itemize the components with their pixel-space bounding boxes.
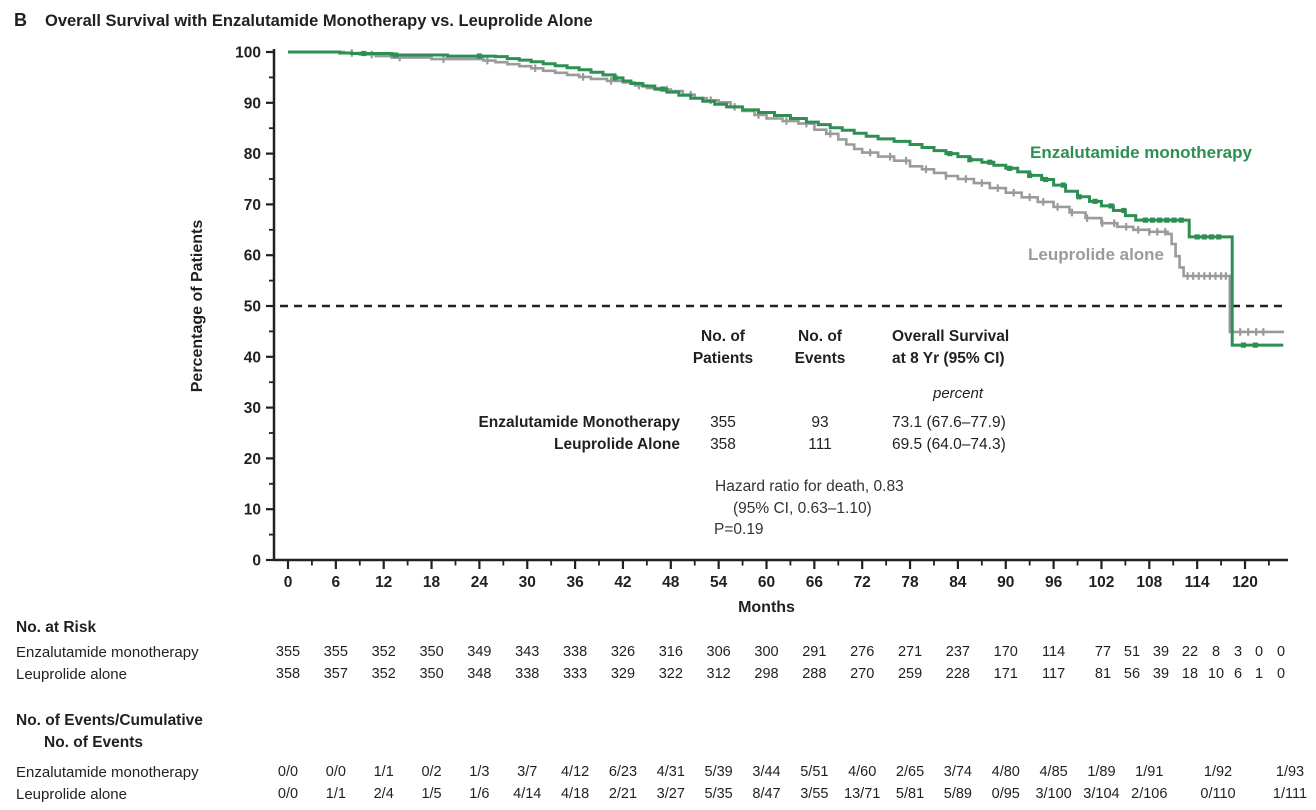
enzalutamide-censor-mark: [1150, 218, 1155, 223]
enzalutamide-censor-mark: [1216, 234, 1221, 239]
events-value-leuprolide: 3/27: [656, 786, 685, 802]
x-tick-label: 96: [1044, 574, 1063, 591]
x-tick-label: 90: [997, 574, 1015, 591]
risk-value-enzalutamide: 8: [1211, 644, 1221, 660]
x-tick-label: 60: [757, 574, 776, 591]
y-tick-label: 60: [243, 247, 261, 265]
events-value-enzalutamide: 0/0: [277, 764, 299, 780]
y-tick-label: 20: [243, 450, 261, 468]
y-tick-label: 80: [243, 146, 261, 164]
events-value-leuprolide: 2/106: [1131, 786, 1168, 802]
panel-letter: B: [14, 10, 27, 30]
y-tick-label: 30: [243, 400, 261, 418]
hazard-ratio-line2: (95% CI, 0.63–1.10): [733, 500, 872, 517]
summary-header-patients-l2: Patients: [692, 350, 754, 367]
events-value-enzalutamide: 6/23: [608, 764, 638, 780]
events-table-heading-line2: No. of Events: [44, 734, 144, 751]
x-tick-label: 102: [1088, 574, 1115, 591]
y-tick-label: 50: [243, 298, 261, 316]
risk-row-label-leuprolide: Leuprolide alone: [16, 666, 127, 683]
x-tick-label: 78: [901, 574, 919, 591]
risk-value-leuprolide: 18: [1181, 666, 1199, 682]
enzalutamide-censor-mark: [1121, 208, 1126, 213]
enzalutamide-censor-mark: [1179, 218, 1184, 223]
events-value-leuprolide: 1/6: [469, 786, 490, 802]
risk-value-enzalutamide: 0: [1254, 644, 1264, 660]
x-tick-label: 72: [853, 574, 871, 591]
enzalutamide-censor-mark: [660, 86, 665, 91]
events-value-enzalutamide: 3/74: [943, 764, 973, 780]
x-tick-label: 6: [331, 574, 341, 591]
risk-value-enzalutamide: 350: [419, 644, 444, 660]
risk-value-enzalutamide: 237: [945, 644, 970, 660]
p-value: P=0.19: [714, 521, 764, 538]
x-tick-label: 48: [662, 574, 680, 591]
risk-value-enzalutamide: 355: [275, 644, 301, 660]
x-tick-label: 108: [1136, 574, 1163, 591]
enzalutamide-censor-mark: [1043, 177, 1048, 182]
curve-label-enzalutamide: Enzalutamide monotherapy: [1030, 143, 1252, 162]
risk-value-leuprolide: 350: [419, 666, 444, 682]
risk-value-leuprolide: 352: [371, 666, 396, 682]
risk-value-leuprolide: 329: [610, 666, 636, 682]
events-value-enzalutamide: 4/12: [560, 764, 590, 780]
enzalutamide-censor-mark: [947, 151, 952, 156]
events-value-enzalutamide: 1/89: [1087, 764, 1116, 780]
summary-header-events-l2: Events: [794, 350, 846, 367]
x-tick-label: 120: [1232, 574, 1258, 591]
risk-value-enzalutamide: 352: [371, 644, 396, 660]
y-axis-title: Percentage of Patients: [189, 219, 206, 393]
curve-label-leuprolide: Leuprolide alone: [1028, 245, 1165, 264]
risk-value-enzalutamide: 77: [1094, 644, 1112, 660]
enzalutamide-censor-mark: [1143, 218, 1148, 223]
events-value-leuprolide: 0/110: [1200, 786, 1236, 802]
events-value-leuprolide: 5/35: [704, 786, 733, 802]
events-value-enzalutamide: 1/92: [1203, 764, 1233, 780]
x-axis-title: Months: [738, 599, 795, 616]
risk-value-enzalutamide: 316: [658, 644, 683, 660]
events-table-heading-line1: No. of Events/Cumulative: [16, 712, 203, 729]
y-tick-label: 70: [243, 196, 261, 214]
risk-value-enzalutamide: 22: [1181, 644, 1199, 660]
events-value-enzalutamide: 5/39: [704, 764, 733, 780]
risk-value-leuprolide: 358: [275, 666, 301, 682]
x-tick-label: 42: [614, 574, 632, 591]
risk-value-leuprolide: 348: [467, 666, 492, 682]
events-value-enzalutamide: 1/91: [1135, 764, 1164, 780]
risk-value-enzalutamide: 326: [610, 644, 636, 660]
risk-value-leuprolide: 81: [1094, 666, 1112, 682]
summary-survival-enzalutamide: 73.1 (67.6–77.9): [892, 414, 1006, 431]
enzalutamide-censor-mark: [1253, 343, 1258, 348]
risk-value-leuprolide: 171: [993, 666, 1018, 682]
risk-value-enzalutamide: 114: [1042, 644, 1066, 660]
events-value-enzalutamide: 0/2: [421, 764, 442, 780]
events-value-leuprolide: 1/1: [325, 786, 346, 802]
enzalutamide-censor-mark: [1241, 343, 1246, 348]
risk-value-leuprolide: 228: [945, 666, 970, 682]
summary-header-patients: [693, 326, 753, 370]
enzalutamide-censor-mark: [967, 157, 972, 162]
x-tick-label: 12: [375, 574, 393, 591]
risk-value-leuprolide: 0: [1276, 666, 1286, 682]
events-value-enzalutamide: 3/44: [752, 764, 781, 780]
enzalutamide-censor-mark: [1195, 234, 1200, 239]
risk-value-enzalutamide: 355: [323, 644, 348, 660]
y-tick-label: 40: [243, 349, 261, 367]
risk-value-enzalutamide: 349: [467, 644, 492, 660]
events-value-leuprolide: 0/95: [991, 786, 1020, 802]
enzalutamide-censor-mark: [1157, 218, 1162, 223]
risk-value-enzalutamide: 3: [1233, 644, 1243, 660]
y-tick-label: 10: [243, 501, 261, 519]
events-value-enzalutamide: 1/3: [469, 764, 490, 780]
summary-header-survival: [892, 326, 1009, 370]
summary-unit-note: percent: [932, 385, 984, 402]
enzalutamide-censor-mark: [1061, 182, 1066, 187]
enzalutamide-censor-mark: [361, 51, 366, 56]
risk-value-leuprolide: 259: [897, 666, 923, 682]
events-row-label-leuprolide: Leuprolide alone: [16, 786, 127, 803]
risk-value-enzalutamide: 271: [897, 644, 923, 660]
risk-value-enzalutamide: 51: [1123, 644, 1141, 660]
enzalutamide-censor-mark: [1108, 203, 1113, 208]
enzalutamide-censor-mark: [477, 53, 482, 58]
events-value-leuprolide: 2/4: [373, 786, 394, 802]
enzalutamide-censor-mark: [1007, 166, 1012, 171]
risk-value-leuprolide: 117: [1042, 666, 1066, 682]
summary-header-events: [795, 326, 846, 370]
events-value-enzalutamide: 0/0: [325, 764, 346, 780]
risk-value-leuprolide: 322: [658, 666, 683, 682]
risk-value-enzalutamide: 343: [515, 644, 540, 660]
risk-value-enzalutamide: 338: [562, 644, 588, 660]
risk-value-enzalutamide: 0: [1276, 644, 1286, 660]
hazard-ratio-line1: Hazard ratio for death, 0.83: [715, 478, 904, 495]
enzalutamide-censor-mark: [1077, 194, 1082, 199]
summary-header-survival-l2: at 8 Yr (95% CI): [892, 350, 1005, 367]
risk-value-enzalutamide: 291: [802, 644, 827, 660]
events-value-enzalutamide: 4/80: [991, 764, 1020, 780]
risk-value-enzalutamide: 306: [706, 644, 731, 660]
risk-table-heading: No. at Risk: [16, 619, 97, 636]
x-tick-label: 24: [470, 574, 489, 591]
summary-patients-leuprolide: 358: [710, 436, 736, 453]
risk-value-leuprolide: 6: [1233, 666, 1243, 682]
events-value-enzalutamide: 4/60: [848, 764, 877, 780]
y-tick-label: 100: [235, 44, 261, 62]
x-tick-label: 18: [422, 574, 441, 591]
x-tick-label: 66: [805, 574, 823, 591]
panel-title: Overall Survival with Enzalutamide Monotherapy vs. Leuprolide Alone: [45, 12, 593, 30]
risk-value-leuprolide: 312: [706, 666, 731, 682]
summary-row-label-enzalutamide: Enzalutamide Monotherapy: [478, 414, 680, 431]
risk-value-leuprolide: 1: [1254, 666, 1264, 682]
enzalutamide-censor-mark: [1164, 218, 1169, 223]
events-value-leuprolide: 1/5: [421, 786, 442, 802]
summary-header-patients-l1: No. of: [701, 328, 745, 345]
events-value-leuprolide: 3/100: [1035, 786, 1072, 802]
summary-survival-leuprolide: 69.5 (64.0–74.3): [892, 436, 1006, 453]
enzalutamide-censor-mark: [1092, 199, 1097, 204]
risk-value-leuprolide: 39: [1152, 666, 1170, 682]
events-value-enzalutamide: 4/85: [1039, 764, 1068, 780]
enzalutamide-censor-mark: [1202, 234, 1207, 239]
enzalutamide-censor-mark: [393, 52, 398, 57]
events-value-leuprolide: 1/111: [1272, 786, 1308, 802]
events-value-enzalutamide: 1/1: [373, 764, 394, 780]
enzalutamide-curve: [288, 52, 1283, 345]
events-value-enzalutamide: 5/51: [800, 764, 829, 780]
risk-value-leuprolide: 10: [1207, 666, 1225, 682]
summary-patients-enzalutamide: 355: [710, 414, 736, 431]
events-value-leuprolide: 4/14: [513, 786, 542, 802]
enzalutamide-censor-mark: [612, 75, 617, 80]
risk-value-leuprolide: 333: [562, 666, 588, 682]
summary-header-events-l1: No. of: [798, 328, 842, 345]
events-value-leuprolide: 0/0: [277, 786, 299, 802]
risk-value-enzalutamide: 276: [850, 644, 875, 660]
y-tick-label: 90: [243, 95, 261, 113]
risk-value-enzalutamide: 39: [1152, 644, 1170, 660]
events-row-label-enzalutamide: Enzalutamide monotherapy: [16, 764, 199, 781]
events-value-enzalutamide: 2/65: [895, 764, 925, 780]
x-tick-label: 54: [710, 574, 728, 591]
events-value-enzalutamide: 1/93: [1275, 764, 1305, 780]
events-value-leuprolide: 2/21: [608, 786, 638, 802]
summary-events-leuprolide: 111: [808, 436, 832, 453]
summary-events-enzalutamide: 93: [811, 414, 829, 431]
enzalutamide-censor-mark: [1209, 234, 1214, 239]
enzalutamide-censor-mark: [987, 160, 992, 165]
risk-value-enzalutamide: 300: [754, 644, 779, 660]
events-value-leuprolide: 13/71: [844, 786, 881, 802]
risk-row-label-enzalutamide: Enzalutamide monotherapy: [16, 644, 199, 661]
risk-value-leuprolide: 338: [515, 666, 540, 682]
x-tick-label: 36: [566, 574, 584, 591]
risk-value-leuprolide: 56: [1123, 666, 1141, 682]
events-value-leuprolide: 3/55: [800, 786, 829, 802]
events-value-leuprolide: 4/18: [560, 786, 590, 802]
events-value-enzalutamide: 3/7: [517, 764, 538, 780]
events-value-leuprolide: 3/104: [1083, 786, 1120, 802]
events-value-leuprolide: 8/47: [752, 786, 781, 802]
leuprolide-curve: [288, 52, 1284, 332]
x-tick-label: 30: [518, 574, 536, 591]
y-tick-label: 0: [252, 552, 261, 570]
risk-value-leuprolide: 288: [802, 666, 827, 682]
summary-header-survival-l1: Overall Survival: [892, 328, 1010, 345]
enzalutamide-censor-mark: [1027, 173, 1032, 178]
x-tick-label: 114: [1184, 574, 1210, 591]
x-tick-label: 0: [283, 574, 293, 591]
summary-row-label-leuprolide: Leuprolide Alone: [553, 436, 680, 453]
events-value-leuprolide: 5/89: [943, 786, 973, 802]
events-value-enzalutamide: 4/31: [656, 764, 685, 780]
risk-value-leuprolide: 357: [323, 666, 348, 682]
risk-value-leuprolide: 270: [850, 666, 875, 682]
x-tick-label: 84: [949, 574, 967, 591]
events-value-leuprolide: 5/81: [895, 786, 925, 802]
enzalutamide-censor-mark: [1171, 218, 1176, 223]
risk-value-enzalutamide: 170: [993, 644, 1018, 660]
risk-value-leuprolide: 298: [754, 666, 779, 682]
